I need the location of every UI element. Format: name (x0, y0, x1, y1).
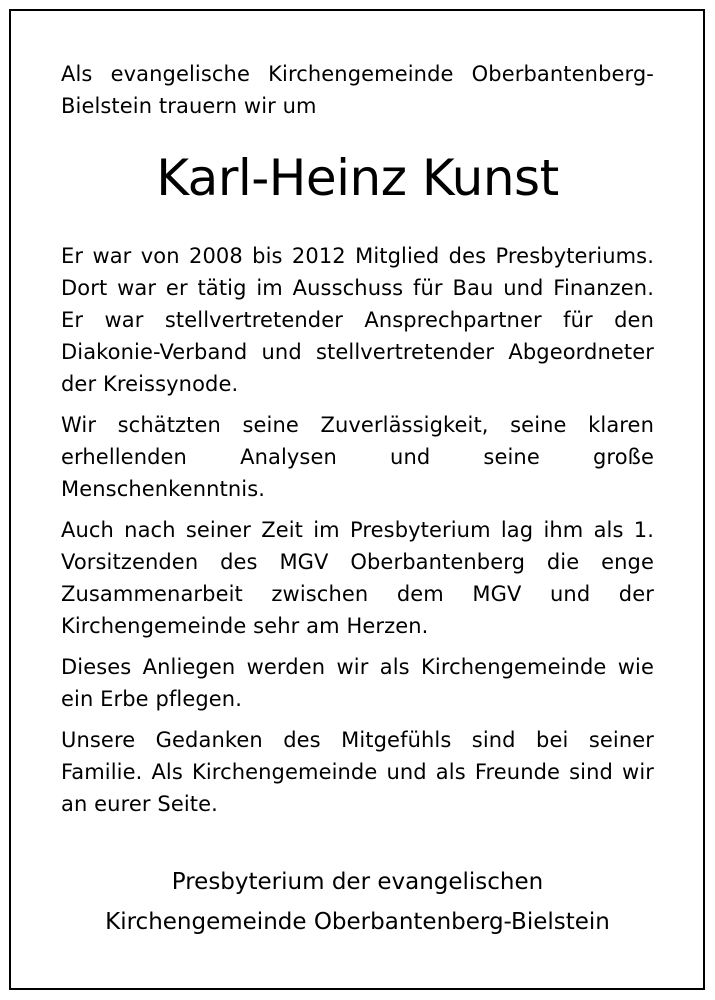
signature-line-1: Presbyterium der evangelischen (171, 869, 544, 895)
paragraph-mgv: Auch nach seiner Zeit im Presbyterium lag ihm als 1. Vorsitzenden des MGV Oberbantenberg die enge Zusammenarbeit zwischen dem MGV und der Kirchengemeinde sehr am Herzen. (61, 518, 654, 638)
paragraph-legacy: Dieses Anliegen werden wir als Kirchengemeinde wie ein Erbe pflegen. (61, 655, 654, 711)
paragraph-appreciation: Wir schätzten seine Zuverlässigkeit, seine klaren erhellenden Analysen und seine große Menschenkenntnis. (61, 413, 654, 501)
paragraph-service: Er war von 2008 bis 2012 Mitglied des Presbyteriums. Dort war er tätig im Ausschuss für Bau und Finanzen. Er war stellvertretender Ansprechpartner für den Diakonie-Verband und stellvertretender Abgeordneter der Kreissynode. (61, 244, 654, 396)
signature (61, 862, 654, 942)
intro-text: Als evangelische Kirchengemeinde Oberbantenberg-Bielstein trauern wir um (61, 62, 654, 118)
notice-content (61, 58, 654, 829)
deceased-name: Karl-Heinz Kunst (156, 149, 559, 207)
paragraph-condolence: Unsere Gedanken des Mitgefühls sind bei seiner Familie. Als Kirchengemeinde und als Freunde sind wir an eurer Seite. (61, 728, 654, 816)
signature-line-2: Kirchengemeinde Oberbantenberg-Bielstein (105, 909, 610, 935)
